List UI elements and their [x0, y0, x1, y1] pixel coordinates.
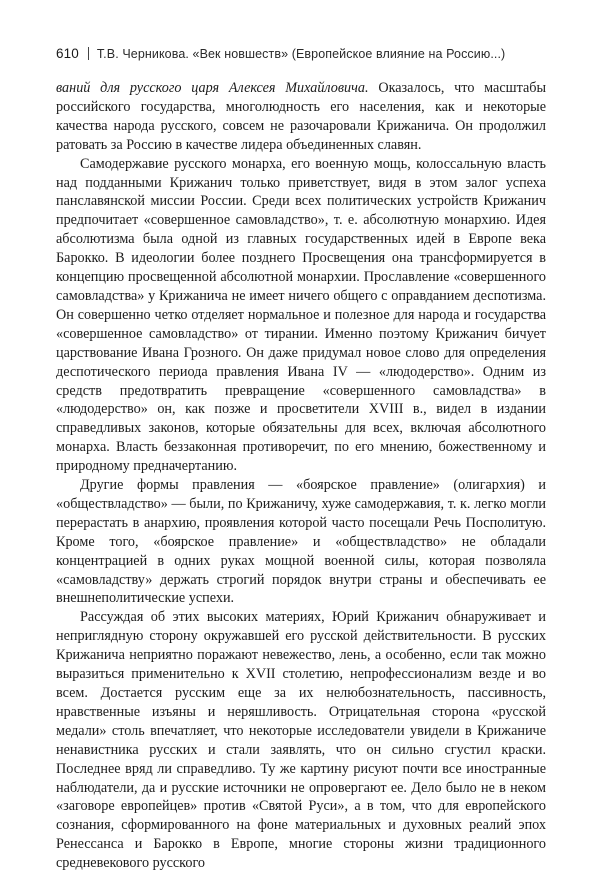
body-text — [56, 79, 546, 873]
paragraph — [56, 79, 546, 155]
paragraph: Самодержавие русского монарха, его военную мощь, колоссальную власть над подданными Крижанич только приветствует, видя в этом залог успеха панславянской миссии России. Среди всех политических устройств Крижанич предпочитает «совершенное самовладство», т. е. абсолютную монархию. Идея абсолютизма была одной из главных государственных идей в Европе века Барокко. В идеологии более позднего Просвещения она трансформируется в концепцию просвещенной абсолютной монархии. Прославление «совершенного самовладства» у Крижанича не имеет ничего общего с оправданием деспотизма. Он совершенно четко отделяет нормальное и полезное для народа и государства «совершенное самовладство» от тирании. Именно поэтому Крижанич бичует царствование Ивана Грозного. Он даже придумал новое слово для определения деспотического периода правления Ивана IV — «людодерство». Одним из средств предотвратить превращение «совершенного самовладства» в «людодерство» он, как позже и просветители XVIII в., видел в издании справедливых законов, которые обязательны для всех, включая абсолютного монарха. Власть беззаконная противоречит, по его мнению, божественному и природному предначертанию. — [56, 155, 546, 475]
page-number: 610 — [56, 46, 79, 61]
italic-lead: ваний для русского царя Алексея Михайловича. — [56, 80, 369, 96]
header-divider — [88, 47, 89, 60]
book-page — [56, 44, 546, 873]
paragraph-text: Оказалось, что масштабы российского государства, многолюдность его населения, как и некоторые качества народа русского, совсем не разочаровали Крижанича. Он продолжил ратовать за Россию в качестве лидера объединенных славян. — [56, 80, 546, 153]
paragraph: Другие формы правления — «боярское правление» (олигархия) и «обществладство» — были, по Крижаничу, хуже самодержавия, т. к. легко могли перерастать в анархию, проявления которой часто посещали Речь Посполитую. Кроме того, «боярское правление» и «обществладство» не обладали концентрацией в одних руках мощной военной силы, которая позволяла «самовладству» держать строгий порядок внутри страны и обеспечивать ее внешнеполитические успехи. — [56, 477, 546, 607]
running-header — [56, 44, 546, 64]
running-title: Т.В. Черникова. «Век новшеств» (Европейское влияние на Россию...) — [96, 47, 506, 61]
paragraph: Рассуждая об этих высоких материях, Юрий Крижанич обнаруживает и неприглядную сторону окружавшей его русской действительности. В русских Крижанича неприятно поражают невежество, лень, а особенно, если так можно выразиться применительно к XVII столетию, непрофессионализм везде и во всем. Достается русским еще за их нелюбознательность, пассивность, нравственные изъяны и неряшливость. Отрицательная сторона «русской медали» столь впечатляет, что некоторые исследователи увидели в Крижаниче ненавистника русских и стали заявлять, что он сильно сгустил краски. Последнее вряд ли справедливо. Ту же картину рисуют почти все иностранные наблюдатели, да и русские источники не опровергают ее. Дело было не в неком «заговоре европейцев» против «Святой Руси», а в том, что для европейского сознания, сформированного на фоне материальных и духовных реалий эпох Ренессанса и Барокко в Европе, многие стороны жизни традиционного средневекового русского — [56, 609, 546, 872]
